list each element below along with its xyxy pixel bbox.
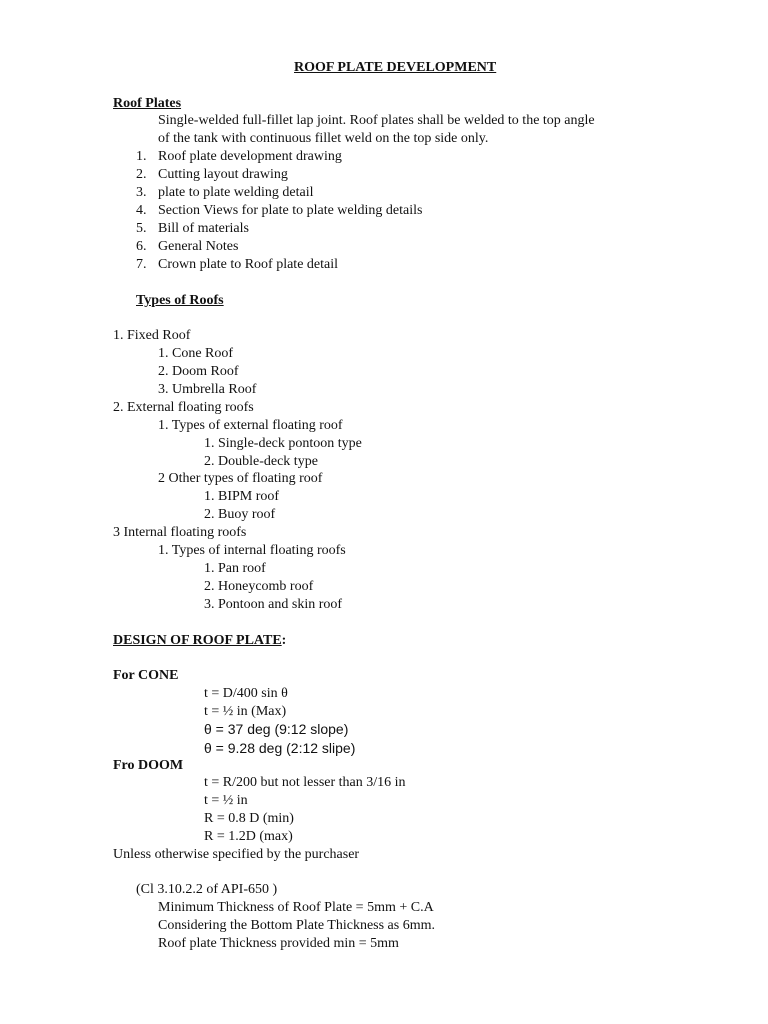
clause-line: Minimum Thickness of Roof Plate = 5mm + C.A [158, 900, 434, 915]
roof-type-item: 2. External floating roofs [113, 400, 254, 415]
roof-type-item: 3 Internal floating roofs [113, 525, 247, 540]
list-item-text: Crown plate to Roof plate detail [158, 257, 339, 272]
design-heading-text: DESIGN OF ROOF PLATE [113, 633, 282, 648]
doom-formula: t = R/200 but not lesser than 3/16 in [204, 775, 406, 790]
cone-formula: t = D/400 sin θ [204, 686, 288, 701]
list-item [136, 238, 238, 256]
doom-formula: R = 1.2D (max) [204, 829, 293, 844]
roof-type-item: 1. Cone Roof [158, 346, 234, 361]
doom-formula: t = ½ in [204, 793, 248, 808]
list-item [136, 166, 288, 184]
roof-type-item: 1. Single-deck pontoon type [204, 436, 362, 451]
purchaser-note: Unless otherwise specified by the purchaser [113, 847, 360, 862]
roof-plates-intro-line-2: of the tank with continuous fillet weld on the top side only. [158, 131, 489, 146]
list-item [136, 148, 342, 166]
list-item-number: 5. [136, 221, 147, 236]
api-clause: (Cl 3.10.2.2 of API-650 ) [136, 882, 278, 897]
list-item-number: 7. [136, 257, 147, 272]
list-item-number: 1. [136, 149, 147, 164]
list-item-number: 2. [136, 167, 147, 182]
roof-type-item: 1. Fixed Roof [113, 328, 191, 343]
roof-type-item: 3. Umbrella Roof [158, 382, 257, 397]
cone-formula: θ = 37 deg (9:12 slope) [204, 721, 349, 737]
list-item-number: 3. [136, 185, 147, 200]
list-item-text: plate to plate welding detail [158, 185, 314, 200]
roof-type-item: 1. Pan roof [204, 561, 266, 576]
list-item-number: 4. [136, 203, 147, 218]
list-item-text: Roof plate development drawing [158, 149, 342, 164]
roof-type-item: 2. Buoy roof [204, 507, 276, 522]
roof-type-item: 2. Doom Roof [158, 364, 239, 379]
list-item-text: General Notes [158, 239, 239, 254]
doom-label: Fro DOOM [113, 758, 184, 773]
list-item-text: Bill of materials [158, 221, 249, 236]
clause-line: Considering the Bottom Plate Thickness as 6mm. [158, 918, 435, 933]
cone-label: For CONE [113, 668, 179, 683]
list-item-number: 6. [136, 239, 147, 254]
list-item [136, 220, 249, 238]
roof-plates-heading: Roof Plates [113, 96, 182, 111]
clause-line: Roof plate Thickness provided min = 5mm [158, 936, 399, 951]
cone-formula: t = ½ in (Max) [204, 704, 287, 719]
roof-type-item: 3. Pontoon and skin roof [204, 597, 343, 612]
roof-type-item: 2 Other types of floating roof [158, 471, 323, 486]
list-item [136, 184, 314, 202]
roof-type-item: 2. Honeycomb roof [204, 579, 314, 594]
roof-type-item: 1. BIPM roof [204, 489, 280, 504]
list-item-text: Cutting layout drawing [158, 167, 288, 182]
cone-formula: θ = 9.28 deg (2:12 slipe) [204, 740, 356, 756]
design-heading-colon: : [281, 633, 287, 648]
doom-formula: R = 0.8 D (min) [204, 811, 294, 826]
list-item [136, 256, 338, 274]
list-item-text: Section Views for plate to plate welding details [158, 203, 423, 218]
list-item [136, 202, 422, 220]
design-heading [113, 632, 286, 650]
roof-type-item: 2. Double-deck type [204, 454, 318, 469]
roof-plates-intro-line-1: Single-welded full-fillet lap joint. Roof plates shall be welded to the top angle [158, 113, 595, 128]
roof-type-item: 1. Types of external floating roof [158, 418, 343, 433]
types-of-roofs-heading: Types of Roofs [136, 293, 224, 308]
page-title: ROOF PLATE DEVELOPMENT [294, 60, 497, 75]
roof-type-item: 1. Types of internal floating roofs [158, 543, 346, 558]
